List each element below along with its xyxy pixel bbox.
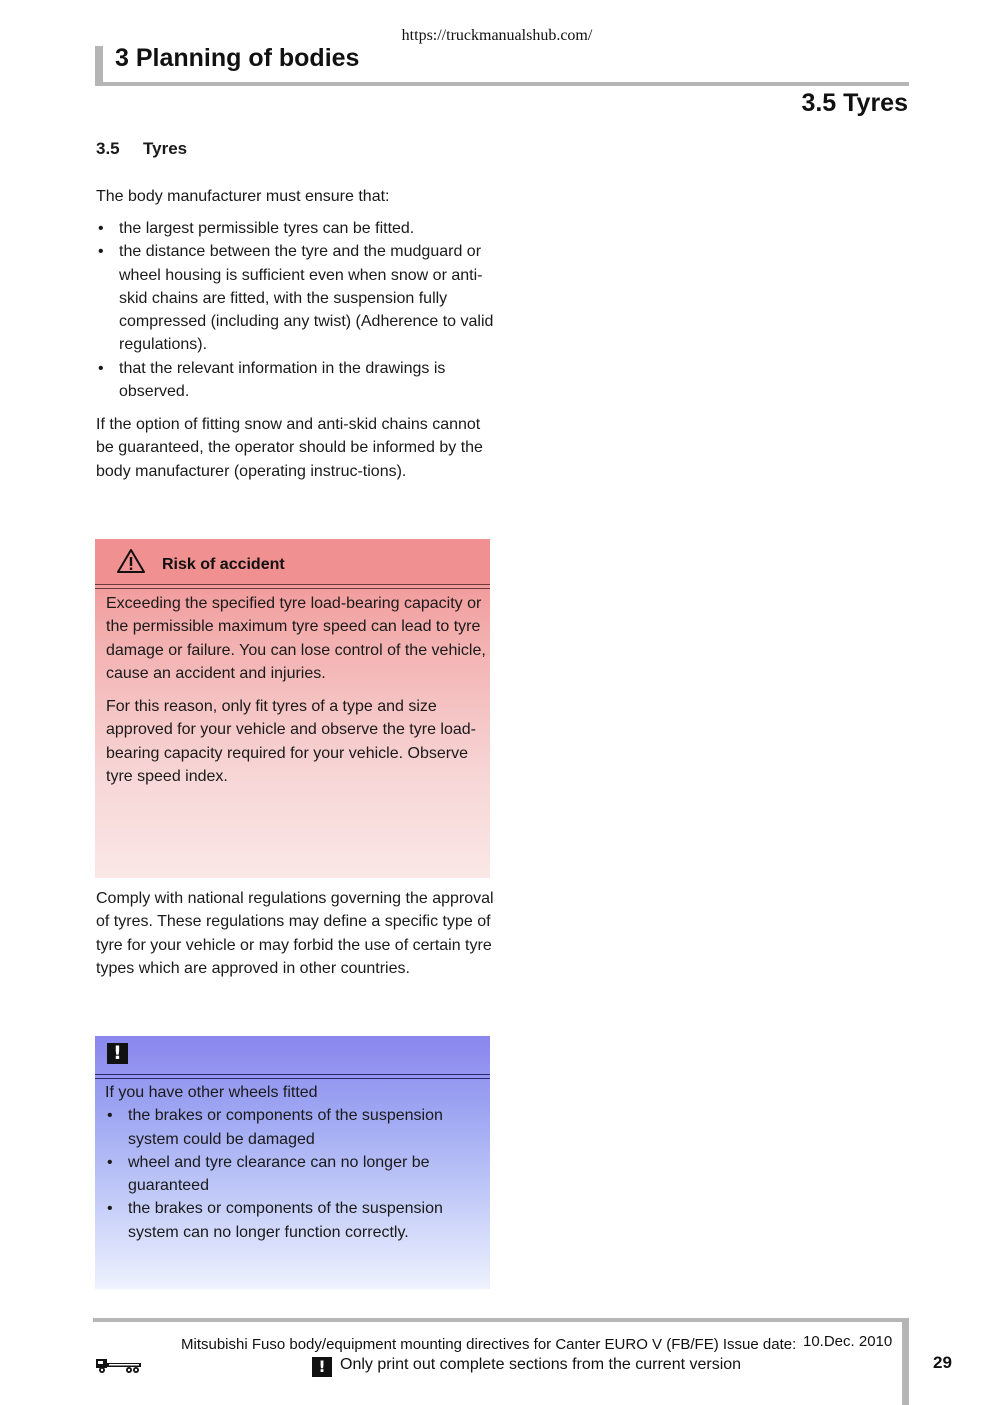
section-number: 3.5 [96, 139, 120, 158]
source-url: https://truckmanualshub.com/ [401, 27, 593, 44]
running-section-title: 3.5 Tyres [801, 89, 908, 117]
warning-paragraph: Exceeding the specified tyre load-bearing capacity or the permissible maximum tyre speed can lead to tyre damage or failure. You can lose control of the vehicle, cause an accident and injuries. [106, 595, 486, 682]
chapter-bar [95, 46, 103, 84]
list-item: • the brakes or components of the suspension system could be damaged [107, 1107, 443, 1148]
footer-doc-title: Mitsubishi Fuso body/equipment mounting directives for Canter EURO V (FB/FE) Issue date: [181, 1336, 797, 1353]
exclamation-icon: ! [107, 1043, 128, 1064]
page-number: 29 [933, 1353, 952, 1372]
divider [95, 1078, 490, 1079]
warning-header [95, 539, 490, 585]
list-item: • the distance between the tyre and the mudguard or wheel housing is sufficient even when snow or anti-skid chains are fitted, with the suspension fully compressed (including any twist) (Adherence to valid regulations). [98, 243, 494, 354]
divider [95, 584, 490, 585]
footer-rule [93, 1318, 909, 1322]
list-item: • the largest permissible tyres can be fitted. [98, 220, 415, 237]
warning-body [106, 592, 486, 798]
chapter-rule [95, 82, 909, 86]
footer-bar [902, 1318, 909, 1405]
footer-issue-date: 10.Dec. 2010 [803, 1333, 893, 1350]
requirements-list [96, 217, 496, 403]
chains-paragraph: If the option of fitting snow and anti-skid chains cannot be guaranteed, the operator should be informed by the body manufacturer (operating instruc-tions). [96, 416, 483, 480]
chapter-title: 3 Planning of bodies [115, 44, 360, 72]
footer-print-note: ! Only print out complete sections from the current version [312, 1356, 741, 1377]
divider [95, 588, 490, 589]
warning-title: Risk of accident [162, 556, 285, 573]
truck-icon [95, 1356, 143, 1374]
regulations-paragraph: Comply with national regulations governing the approval of tyres. These regulations may define a specific type of tyre for your vehicle or may forbid the use of certain tyre types which are approved in other countries. [96, 890, 494, 977]
list-item: • the brakes or components of the suspension system can no longer function correctly. [107, 1200, 443, 1241]
note-intro: If you have other wheels fitted [105, 1084, 318, 1101]
warning-paragraph: For this reason, only fit tyres of a type and size approved for your vehicle and observe the tyre load-bearing capacity required for your vehicle. Observe tyre speed index. [106, 698, 476, 786]
divider [95, 1074, 490, 1075]
exclamation-icon: ! [312, 1357, 332, 1377]
note-box [95, 1036, 490, 1289]
note-list [105, 1104, 485, 1244]
intro-text: The body manufacturer must ensure that: [96, 188, 390, 205]
list-item: • wheel and tyre clearance can no longer be guaranteed [107, 1153, 430, 1195]
warning-triangle-icon [116, 548, 146, 574]
warning-box [95, 539, 490, 878]
section-heading: Tyres [143, 139, 188, 158]
note-body [105, 1081, 485, 1244]
list-item: • that the relevant information in the drawings is observed. [98, 359, 446, 401]
